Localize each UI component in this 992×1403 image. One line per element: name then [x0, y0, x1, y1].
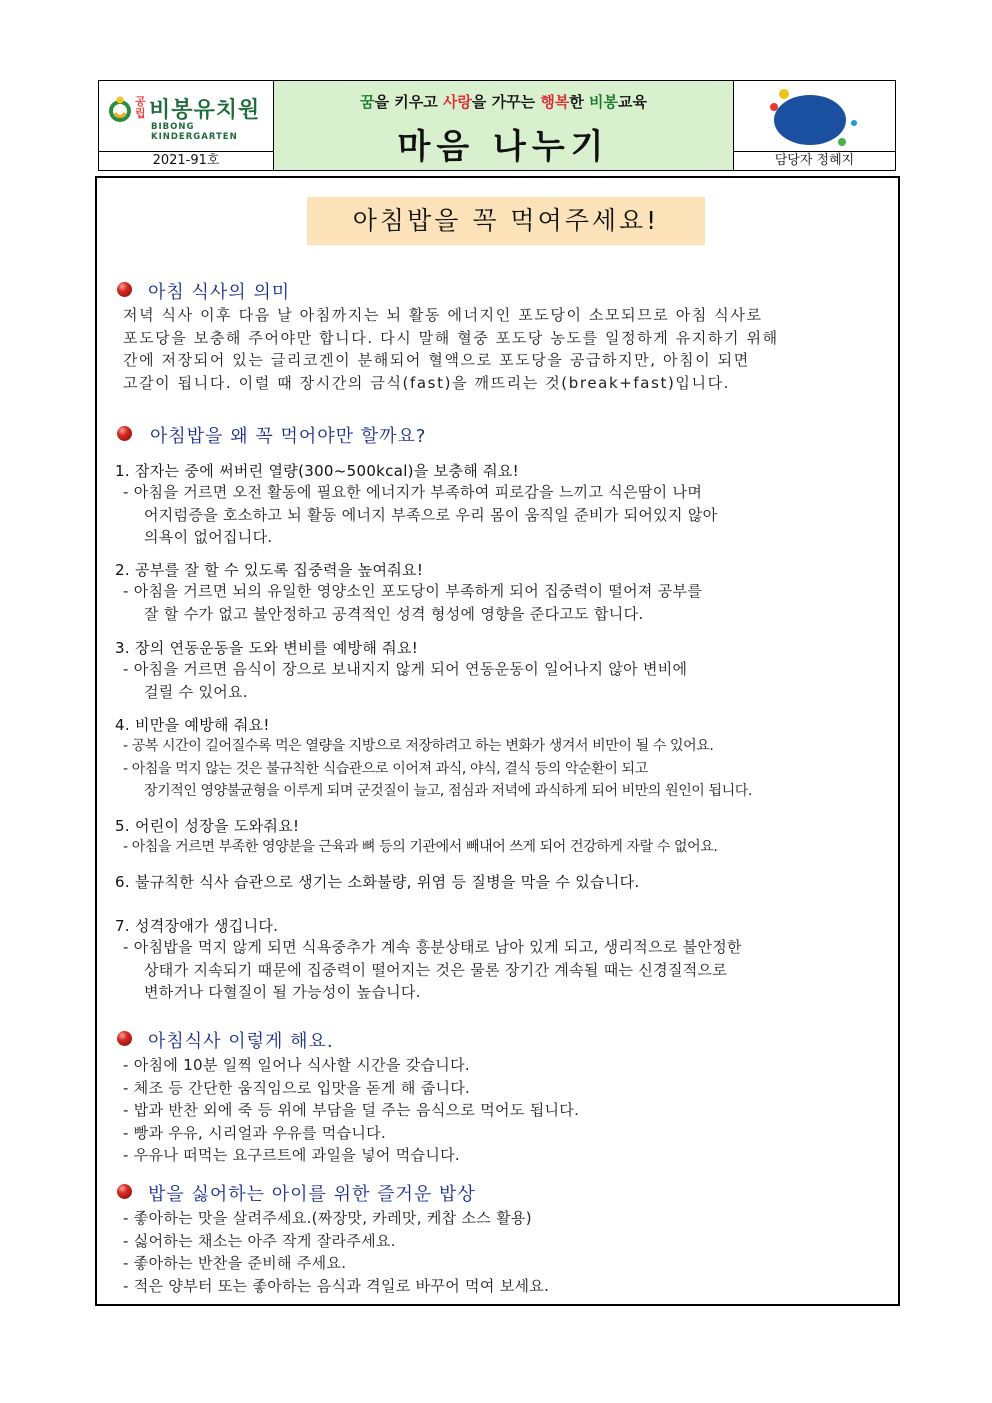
- reason-detail: [123, 936, 742, 1004]
- slogan-segment: 사랑: [442, 93, 472, 111]
- emblem-cell: [734, 81, 895, 151]
- reason-heading: 4. 비만을 예방해 줘요!: [115, 716, 270, 734]
- section-heading-how: 아침식사 이렇게 해요.: [148, 1031, 334, 1052]
- slogan-cell: [274, 81, 734, 170]
- kindergarten-logo-icon: [107, 95, 133, 125]
- detail-line: 잘 할 수가 없고 불안정하고 공격적인 성격 형성에 영향을 준다고도 합니다.: [144, 604, 644, 623]
- slogan-segment: 을 키우고: [374, 93, 443, 111]
- detail-line: 걸릴 수 있어요.: [144, 682, 248, 701]
- detail-line: 어지럼증을 호소하고 뇌 활동 에너지 부족으로 우리 몸이 움직일 준비가 되어있지 않아: [144, 505, 718, 524]
- detail-line: 상태가 지속되기 때문에 집중력이 떨어지는 것은 물론 장기간 계속될 때는 신경질적으로: [144, 960, 728, 979]
- logo-gongrip: 공립: [135, 95, 146, 120]
- kindergarten-logo: [107, 93, 267, 142]
- list-item: - 좋아하는 반찬을 준비해 주세요.: [123, 1254, 347, 1272]
- reason-detail: [123, 481, 717, 549]
- content-box: [95, 176, 900, 1306]
- list-item: - 싫어하는 채소는 아주 작게 잘라주세요.: [123, 1231, 396, 1250]
- detail-line: 변하거나 다혈질이 될 가능성이 높습니다.: [144, 983, 421, 1001]
- slogan-segment: 교육: [618, 93, 647, 111]
- reason-detail: [123, 580, 702, 625]
- logo-name: 비봉유치원: [149, 98, 261, 123]
- detail-line: - 아침을 먹지 않는 것은 불규칙한 식습관으로 이어져 과식, 야식, 결식 등의 악순환이 되고: [123, 760, 648, 777]
- paragraph-line: 고갈이 됩니다. 이럴 때 장시간의 금식(fast)을 깨뜨리는 것(break+fast)입니다.: [123, 373, 731, 392]
- newsletter-title: 마음 나누기: [397, 127, 610, 167]
- bullet-icon: [117, 1184, 132, 1199]
- manager-name: 담당자 정혜지: [734, 151, 895, 170]
- reason-detail: [123, 735, 752, 803]
- detail-line: - 아침을 거르면 음식이 장으로 보내지지 않게 되어 연동운동이 일어나지 않아 변비에: [123, 660, 688, 678]
- how-list: [123, 1054, 579, 1167]
- bullet-icon: [117, 426, 132, 441]
- reason-heading: 1. 잠자는 중에 써버린 열량(300~500kcal)을 보충해 줘요!: [115, 462, 520, 480]
- detail-line: - 아침밥을 먹지 않게 되면 식욕중추가 계속 흥분상태로 남아 있게 되고, 생리적으로 불안정한: [123, 938, 742, 956]
- reason-heading: 6. 불규칙한 식사 습관으로 생기는 소화불량, 위염 등 질병을 막을 수 있습니다.: [115, 873, 640, 891]
- bullet-icon: [117, 1031, 132, 1046]
- section-heading-tips: 밥을 싫어하는 아이를 위한 즐거운 밥상: [148, 1184, 476, 1205]
- reason-heading: 5. 어린이 성장을 도와줘요!: [115, 817, 300, 835]
- paragraph-line: 간에 저장되어 있는 글리코겐이 분해되어 혈액으로 포도당을 공급하지만, 아침이 되면: [123, 351, 750, 369]
- reason-heading: 2. 공부를 잘 할 수 있도록 집중력을 높여줘요!: [115, 561, 424, 579]
- section-heading-meaning: 아침 식사의 의미: [148, 282, 291, 303]
- reason-heading: 3. 장의 연동운동을 도와 변비를 예방해 줘요!: [115, 639, 419, 657]
- slogan-segment: 행복: [540, 93, 570, 111]
- list-item: - 체조 등 간단한 움직임으로 입맛을 돋게 해 줍니다.: [123, 1078, 471, 1097]
- slogan-segment: 비봉: [589, 93, 618, 111]
- detail-line: 의욕이 없어집니다.: [144, 528, 273, 546]
- meaning-paragraph: [123, 304, 779, 394]
- list-item: - 적은 양부터 또는 좋아하는 음식과 격일로 바꾸어 먹여 보세요.: [123, 1276, 550, 1295]
- issue-number: 2021-91호: [99, 151, 274, 170]
- list-item: - 좋아하는 맛을 살려주세요.(짜장맛, 카레맛, 케찹 소스 활용): [123, 1209, 532, 1227]
- slogan-segment: 꿈: [360, 93, 375, 111]
- detail-line: - 아침을 거르면 뇌의 유일한 영양소인 포도당이 부족하게 되어 집중력이 떨어져 공부를: [123, 582, 703, 600]
- detail-line: 장기적인 영양불균형을 이루게 되며 군것질이 늘고, 점심과 저녁에 과식하게 되어 비만의 원인이 됩니다.: [144, 783, 752, 799]
- detail-line: - 공복 시간이 길어질수록 먹은 열량을 지방으로 저장하려고 하는 변화가 생겨서 비만이 될 수 있어요.: [123, 738, 714, 754]
- list-item: - 아침에 10분 일찍 일어나 식사할 시간을 갖습니다.: [123, 1056, 470, 1074]
- reason-detail: [123, 836, 717, 859]
- tips-list: [123, 1207, 549, 1297]
- detail-line: - 아침을 거르면 부족한 영양분을 근육과 뼈 등의 기관에서 빼내어 쓰게 되어 건강하게 자랄 수 없어요.: [123, 839, 718, 855]
- logo-cell: [99, 81, 274, 151]
- integrity-emblem-icon: [762, 85, 867, 149]
- newsletter-header: [98, 80, 896, 171]
- paragraph-line: 저녁 식사 이후 다음 날 아침까지는 뇌 활동 에너지인 포도당이 소모되므로 아침 식사로: [123, 306, 763, 324]
- article-title: 아침밥을 꼭 먹여주세요!: [307, 197, 705, 245]
- detail-line: - 아침을 거르면 오전 활동에 필요한 에너지가 부족하여 피로감을 느끼고 식은땀이 나며: [123, 483, 703, 501]
- reason-detail: [123, 658, 687, 703]
- reason-heading: 7. 성격장애가 생깁니다.: [115, 917, 279, 935]
- logo-english: BIBONG KINDERGARTEN: [151, 122, 238, 142]
- paragraph-line: 포도당을 보충해 주어야만 합니다. 다시 말해 혈중 포도당 농도를 일정하게 유지하기 위해: [123, 328, 779, 347]
- list-item: - 빵과 우유, 시리얼과 우유를 먹습니다.: [123, 1123, 387, 1142]
- bullet-icon: [117, 282, 132, 297]
- list-item: - 우유나 떠먹는 요구르트에 과일을 넣어 먹습니다.: [123, 1146, 460, 1164]
- section-heading-why: 아침밥을 왜 꼭 먹어야만 할까요?: [150, 426, 427, 447]
- slogan: [274, 91, 733, 112]
- list-item: - 밥과 반찬 외에 죽 등 위에 부담을 덜 주는 음식으로 먹어도 됩니다.: [123, 1101, 580, 1119]
- slogan-segment: 한: [569, 93, 590, 111]
- slogan-segment: 을 가꾸는: [471, 93, 541, 111]
